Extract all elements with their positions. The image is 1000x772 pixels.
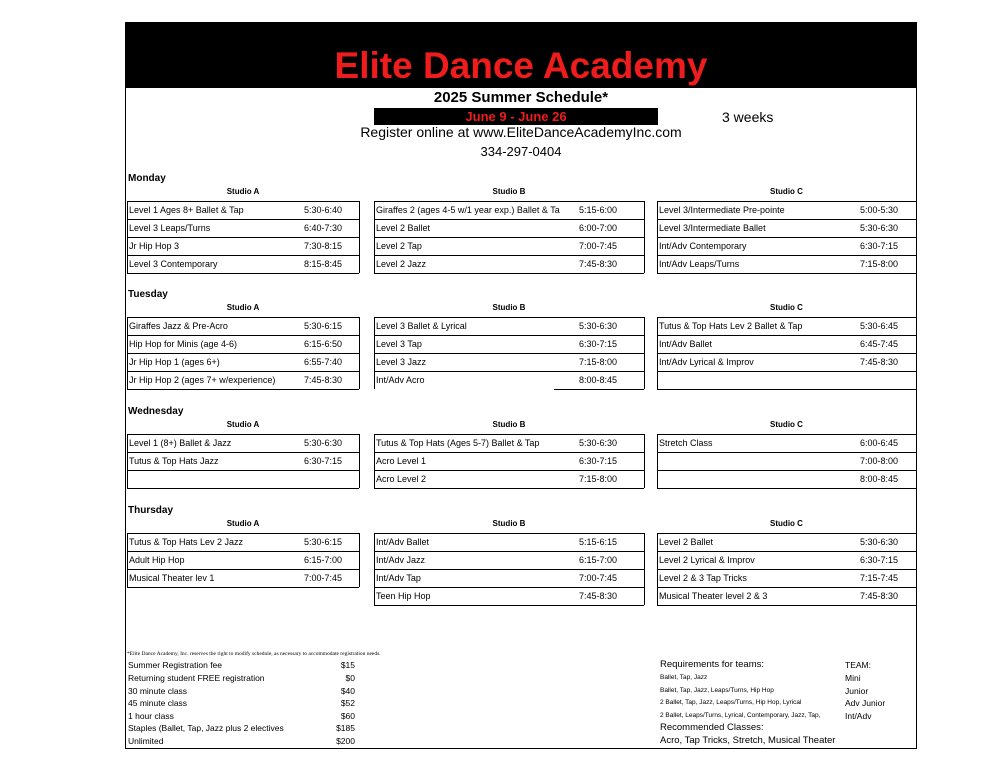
class-time: 6:45-7:45: [860, 339, 899, 349]
class-name: Int/Adv Contemporary: [659, 241, 747, 251]
class-row: [657, 470, 916, 488]
class-time: 5:30-6:40: [304, 205, 343, 215]
class-row: [374, 201, 644, 219]
grid-border: [359, 201, 360, 273]
class-time: 7:15-8:00: [579, 357, 618, 367]
class-row: [657, 434, 916, 452]
grid-line: [374, 605, 644, 606]
grid-line: [127, 273, 359, 274]
fee-value: $0: [345, 673, 355, 683]
recommended-classes: Acro, Tap Tricks, Stretch, Musical Theater: [660, 735, 836, 746]
fee-label: 45 minute class: [128, 698, 188, 708]
studio-schedule: [127, 533, 359, 587]
class-row: [374, 255, 644, 273]
class-name: Hip Hop for Minis (age 4-6): [129, 339, 238, 349]
team-name: Int/Adv: [845, 711, 872, 721]
day-label-wednesday: Wednesday: [128, 406, 184, 417]
class-row: [127, 470, 359, 488]
class-time: 5:30-6:30: [860, 223, 899, 233]
fee-value: $15: [340, 660, 355, 670]
class-name: Level 1 Ages 8+ Ballet & Tap: [129, 205, 244, 215]
class-row: [374, 587, 644, 605]
class-time: 7:00-7:45: [579, 573, 618, 583]
class-time: 6:30-7:15: [304, 456, 343, 466]
class-name: Musical Theater level 2 & 3: [659, 591, 768, 601]
fee-label: 1 hour class: [128, 711, 174, 721]
recommended-title: Recommended Classes:: [660, 722, 764, 733]
studio-schedule: [374, 434, 644, 488]
class-row: [657, 201, 916, 219]
class-name: Level 2 Ballet: [659, 537, 714, 547]
studio-schedule: [657, 434, 916, 488]
class-name: Int/Adv Lyrical & Improv: [659, 357, 754, 367]
class-row: [374, 317, 644, 335]
class-time: 7:45-8:30: [579, 591, 618, 601]
grid-border: [359, 533, 360, 587]
phone-number: 334-297-0404: [480, 144, 562, 159]
class-time: 7:00-8:00: [860, 456, 899, 466]
class-name: Adult Hip Hop: [129, 555, 185, 565]
class-name: Level 2 Lyrical & Improv: [659, 555, 755, 565]
class-time: 7:15-7:45: [860, 573, 899, 583]
team-name: Mini: [845, 673, 861, 683]
team-title: TEAM:: [845, 660, 871, 670]
class-row: [127, 237, 359, 255]
class-name: Int/Adv Leaps/Turns: [659, 259, 740, 269]
class-time: 8:00-8:45: [860, 474, 899, 484]
class-row: [657, 219, 916, 237]
requirement-classes: Ballet, Tap, Jazz: [660, 674, 708, 681]
class-row: [127, 335, 359, 353]
class-row: [657, 335, 916, 353]
class-name: Int/Adv Ballet: [659, 339, 713, 349]
class-name: Level 3 Tap: [376, 339, 422, 349]
class-name: Int/Adv Ballet: [376, 537, 430, 547]
fee-value: $40: [340, 686, 355, 696]
grid-border: [644, 317, 645, 389]
fee-label: 30 minute class: [128, 686, 188, 696]
requirement-classes: 2 Ballet, Leaps/Turns, Lyrical, Contemporary, Jazz, Tap,: [660, 712, 821, 719]
fee-value: $185: [336, 723, 355, 733]
class-row: [657, 569, 916, 587]
class-time: 6:15-7:00: [304, 555, 343, 565]
class-name: Jr Hip Hop 3: [129, 241, 180, 251]
class-time: 6:30-7:15: [860, 555, 899, 565]
studio-heading: Studio C: [770, 519, 803, 528]
class-row: [657, 237, 916, 255]
class-row: [374, 470, 644, 488]
class-row: [127, 317, 359, 335]
class-name: Tutus & Top Hats (Ages 5-7) Ballet & Tap: [376, 438, 540, 448]
class-time: 7:45-8:30: [579, 259, 618, 269]
class-time: 7:15-8:00: [579, 474, 618, 484]
class-row: [127, 452, 359, 470]
studio-heading: Studio B: [492, 187, 526, 196]
studio-heading: Studio A: [226, 187, 260, 196]
grid-border: [644, 201, 645, 273]
disclaimer: *Elite Dance Academy, Inc. reserves the right to modify schedule, as necessary to accommodate registration needs.: [127, 651, 381, 657]
class-name: Level 3 Ballet & Lyrical: [376, 321, 467, 331]
studio-heading: Studio B: [492, 420, 526, 429]
grid-line: [127, 587, 359, 588]
class-row: [127, 551, 359, 569]
class-row: [127, 201, 359, 219]
grid-line: [657, 273, 916, 274]
day-label-tuesday: Tuesday: [128, 289, 168, 300]
studio-heading: Studio C: [770, 187, 803, 196]
session-duration: 3 weeks: [722, 109, 774, 125]
studio-schedule: [374, 317, 644, 389]
season-title: 2025 Summer Schedule*: [433, 89, 609, 106]
class-row: [657, 255, 916, 273]
academy-title: Elite Dance Academy: [334, 45, 708, 86]
studio-schedule: [127, 434, 359, 488]
class-name: Level 3 Contemporary: [129, 259, 218, 269]
grid-line: [657, 488, 916, 489]
studio-heading: Studio A: [226, 519, 260, 528]
class-row: [374, 335, 644, 353]
fee-label: Returning student FREE registration: [128, 673, 265, 683]
class-name: Acro Level 2: [376, 474, 427, 484]
grid-border: [644, 533, 645, 605]
class-row: [657, 551, 916, 569]
grid-border: [916, 434, 917, 488]
class-time: 5:30-6:30: [579, 438, 618, 448]
class-row: [127, 569, 359, 587]
class-row: [657, 452, 916, 470]
fee-value: $60: [340, 711, 355, 721]
class-name: Int/Adv Jazz: [376, 555, 426, 565]
grid-border: [359, 434, 360, 488]
class-name: Level 2 Ballet: [376, 223, 431, 233]
grid-line: [127, 488, 359, 489]
class-time: 5:30-6:30: [860, 537, 899, 547]
class-row: [374, 533, 644, 551]
class-time: 6:30-7:15: [579, 339, 618, 349]
requirement-classes: 2 Ballet, Tap, Jazz, Leaps/Turns, Hip Hop, Lyrical: [660, 699, 802, 706]
studio-schedule: [127, 201, 359, 273]
class-name: Level 3 Jazz: [376, 357, 427, 367]
class-time: 8:15-8:45: [304, 259, 343, 269]
class-row: [374, 434, 644, 452]
studio-heading: Studio A: [226, 303, 260, 312]
class-time: 7:00-7:45: [579, 241, 618, 251]
class-name: Level 3 Leaps/Turns: [129, 223, 211, 233]
class-time: 5:15-6:15: [579, 537, 618, 547]
class-time: 7:45-8:30: [860, 591, 899, 601]
class-time: 6:40-7:30: [304, 223, 343, 233]
class-time: 7:30-8:15: [304, 241, 343, 251]
studio-schedule: [657, 533, 916, 605]
class-row: [374, 569, 644, 587]
team-name: Adv Junior: [845, 698, 886, 708]
grid-border: [916, 533, 917, 605]
grid-border: [644, 434, 645, 488]
studio-heading: Studio C: [770, 420, 803, 429]
class-row: [657, 533, 916, 551]
class-time: 8:00-8:45: [579, 375, 618, 385]
grid-line: [657, 389, 916, 390]
class-name: Stretch Class: [659, 438, 713, 448]
studio-heading: Studio B: [492, 519, 526, 528]
studio-heading: Studio B: [492, 303, 526, 312]
class-row: [657, 587, 916, 605]
class-row: [657, 371, 916, 389]
grid-line: [374, 273, 644, 274]
studio-schedule: [127, 317, 359, 389]
class-time: 6:15-6:50: [304, 339, 343, 349]
class-name: Level 3/Intermediate Pre-pointe: [659, 205, 785, 215]
class-time: 6:30-7:15: [860, 241, 899, 251]
class-name: Level 3/Intermediate Ballet: [659, 223, 766, 233]
class-row: [374, 551, 644, 569]
studio-schedule: [657, 201, 916, 273]
class-row: [127, 533, 359, 551]
class-name: Giraffes Jazz & Pre-Acro: [129, 321, 228, 331]
class-time: 5:30-6:30: [304, 438, 343, 448]
class-name: Level 2 Jazz: [376, 259, 427, 269]
class-name: Giraffes 2 (ages 4-5 w/1 year exp.) Ballet & Ta: [376, 205, 560, 215]
class-time: 5:15-6:00: [579, 205, 618, 215]
class-time: 7:45-8:30: [860, 357, 899, 367]
class-time: 7:15-8:00: [860, 259, 899, 269]
class-row: [374, 237, 644, 255]
register-link[interactable]: Register online at www.EliteDanceAcademyInc.com: [360, 124, 682, 140]
grid-line: [374, 488, 644, 489]
studio-schedule: [374, 533, 644, 605]
class-time: 6:55-7:40: [304, 357, 343, 367]
class-row: [657, 317, 916, 335]
requirement-classes: Ballet, Tap, Jazz, Leaps/Turns, Hip Hop: [660, 687, 774, 694]
fee-label: Unlimited: [128, 736, 164, 746]
fee-label: Summer Registration fee: [128, 660, 223, 670]
grid-border: [916, 201, 917, 273]
class-name: Tutus & Top Hats Lev 2 Ballet & Tap: [659, 321, 803, 331]
fee-label: Staples (Ballet, Tap, Jazz plus 2 electives: [128, 723, 284, 733]
class-name: Level 2 Tap: [376, 241, 422, 251]
grid-line: [657, 605, 916, 606]
class-name: Tutus & Top Hats Lev 2 Jazz: [129, 537, 244, 547]
class-name: Teen Hip Hop: [376, 591, 431, 601]
class-name: Jr Hip Hop 2 (ages 7+ w/experience): [129, 375, 276, 385]
class-time: 5:30-6:30: [579, 321, 618, 331]
class-time: 5:30-6:15: [304, 537, 343, 547]
class-time: 6:30-7:15: [579, 456, 618, 466]
class-row: [657, 353, 916, 371]
grid-line: [127, 389, 359, 390]
studio-schedule: [657, 317, 916, 389]
class-row: [374, 452, 644, 470]
studio-heading: Studio C: [770, 303, 803, 312]
day-label-thursday: Thursday: [128, 505, 174, 516]
grid-border: [359, 317, 360, 389]
fee-value: $200: [336, 736, 355, 746]
team-name: Junior: [845, 686, 869, 696]
class-row: [127, 371, 359, 389]
session-dates: June 9 - June 26: [465, 109, 567, 124]
class-time: 7:45-8:30: [304, 375, 343, 385]
class-time: 5:30-6:15: [304, 321, 343, 331]
fee-value: $52: [340, 698, 355, 708]
class-name: Int/Adv Acro: [376, 375, 425, 385]
class-name: Int/Adv Tap: [376, 573, 421, 583]
class-name: Level 1 (8+) Ballet & Jazz: [129, 438, 232, 448]
class-row: [127, 434, 359, 452]
grid-border: [916, 317, 917, 389]
class-time: 6:00-7:00: [579, 223, 618, 233]
class-row: [127, 219, 359, 237]
class-time: 5:30-6:45: [860, 321, 899, 331]
day-label-monday: Monday: [128, 173, 166, 184]
class-time: 6:15-7:00: [579, 555, 618, 565]
class-name: Level 2 & 3 Tap Tricks: [659, 573, 747, 583]
class-row: [374, 219, 644, 237]
class-row: [127, 353, 359, 371]
studio-schedule: [374, 201, 644, 273]
class-name: Jr Hip Hop 1 (ages 6+): [129, 357, 220, 367]
class-name: Tutus & Top Hats Jazz: [129, 456, 219, 466]
class-row: [374, 353, 644, 371]
class-time: 6:00-6:45: [860, 438, 899, 448]
grid-line: [554, 389, 644, 390]
class-time: 7:00-7:45: [304, 573, 343, 583]
class-name: Musical Theater lev 1: [129, 573, 215, 583]
studio-heading: Studio A: [226, 420, 260, 429]
class-name: Acro Level 1: [376, 456, 427, 466]
class-time: 5:00-5:30: [860, 205, 899, 215]
class-row: [374, 371, 644, 389]
requirements-title: Requirements for teams:: [660, 659, 765, 670]
class-row: [127, 255, 359, 273]
